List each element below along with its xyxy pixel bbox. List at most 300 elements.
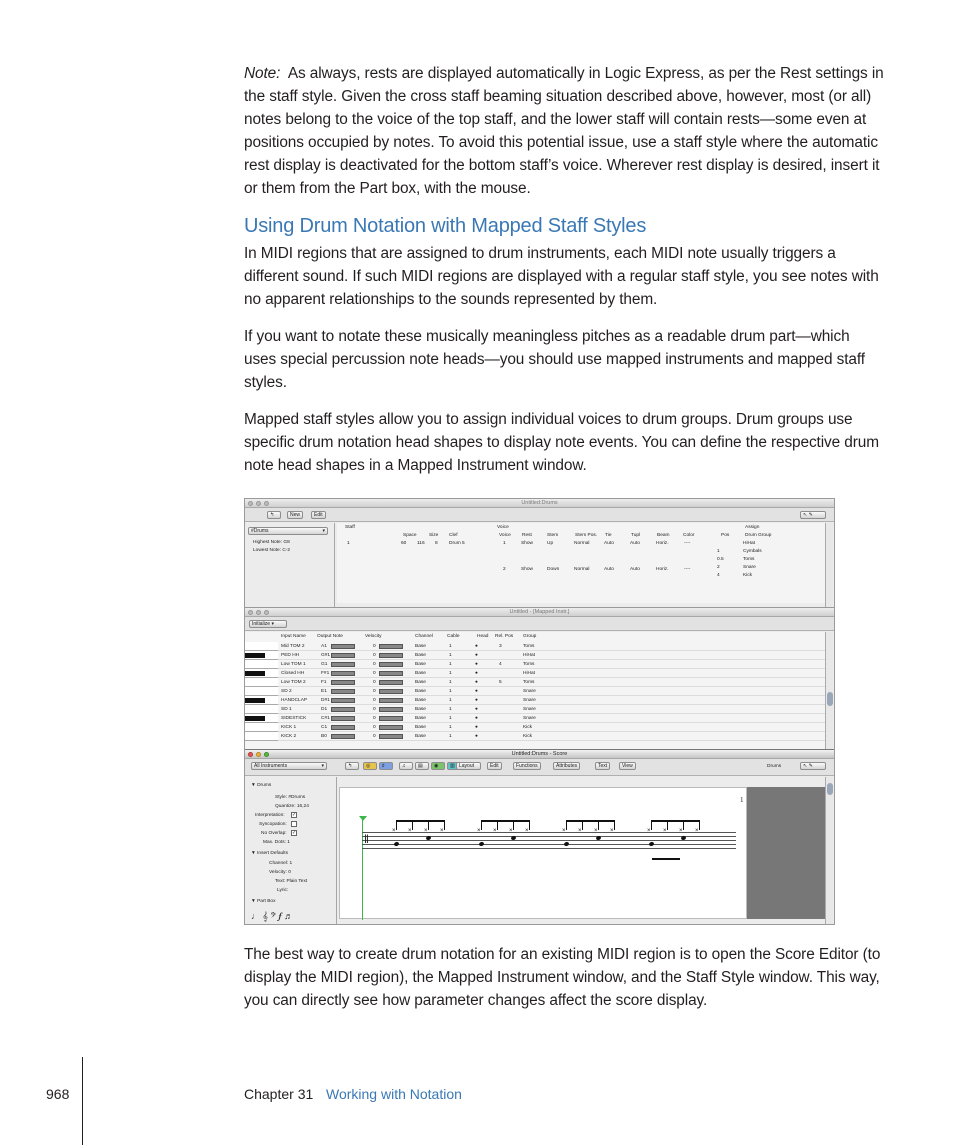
cable-value[interactable]: 1: [449, 725, 452, 730]
staff-line: [362, 840, 736, 841]
group-value[interactable]: Snare: [523, 689, 536, 694]
hihat-note-icon[interactable]: ×: [493, 828, 497, 834]
no-overlap-checkbox[interactable]: ✓: [292, 830, 297, 836]
velocity-value[interactable]: 0: [373, 698, 376, 703]
piano-key[interactable]: [245, 660, 278, 669]
snare-note-icon[interactable]: [563, 841, 569, 846]
header-stem-pos: Stem Pos.: [575, 533, 598, 538]
table-row[interactable]: [245, 660, 825, 669]
edit-menu[interactable]: Edit: [311, 511, 326, 519]
close-icon[interactable]: [248, 501, 253, 506]
hihat-note-icon[interactable]: ×: [525, 828, 529, 834]
voice-2-stem[interactable]: Down: [547, 567, 560, 572]
style-select[interactable]: [248, 527, 328, 535]
rel-pos-value[interactable]: 4: [499, 662, 502, 667]
page-number: 968: [46, 1086, 70, 1102]
view-icon[interactable]: ♫: [399, 762, 413, 770]
output-note[interactable]: E1: [321, 689, 327, 694]
score-toolbar: [245, 759, 834, 776]
initialize-menu[interactable]: Initialize ▾: [249, 620, 287, 628]
staff-row-size2[interactable]: 8: [435, 541, 438, 546]
group-value[interactable]: HiHat: [523, 671, 535, 676]
input-name[interactable]: Closed HH: [281, 671, 305, 676]
pointer-tool-icon[interactable]: ↖ ✎: [800, 511, 826, 519]
hihat-note-icon[interactable]: ×: [424, 828, 428, 834]
voice-1-num: 1: [503, 541, 506, 546]
output-note-bar[interactable]: [331, 716, 355, 721]
lowest-note: Lowest Note: C-2: [253, 548, 291, 553]
piano-key[interactable]: [245, 642, 278, 651]
header-rel-pos: Rel. Pos: [495, 634, 514, 639]
staff-section-label: Staff: [345, 525, 355, 530]
inspector-velocity[interactable]: Velocity: 0: [269, 870, 291, 875]
hihat-note-icon[interactable]: ×: [647, 828, 651, 834]
minimize-icon[interactable]: [256, 501, 261, 506]
group-value[interactable]: Toms: [523, 680, 535, 685]
velocity-bar[interactable]: [379, 707, 403, 712]
chevron-down-icon: ▾: [321, 763, 324, 769]
velocity-value[interactable]: 0: [373, 680, 376, 685]
hihat-note-icon[interactable]: ×: [578, 828, 582, 834]
output-note-bar[interactable]: [331, 662, 355, 667]
cable-value[interactable]: 1: [449, 653, 452, 658]
track-name: Drums: [767, 764, 782, 769]
input-name[interactable]: SIDESTICK: [281, 716, 307, 721]
menu-layout[interactable]: Layout: [456, 762, 481, 770]
note-label: Note:: [244, 65, 281, 82]
close-icon[interactable]: [248, 752, 253, 757]
record-icon[interactable]: ◉: [431, 762, 445, 770]
velocity-value[interactable]: 0: [373, 644, 376, 649]
assign-group-kick[interactable]: Kick: [743, 573, 753, 578]
output-note-bar[interactable]: [331, 653, 355, 658]
instrument-select[interactable]: [251, 762, 327, 770]
velocity-bar[interactable]: [379, 725, 403, 730]
piano-black-key[interactable]: [245, 653, 265, 658]
group-value[interactable]: Kick: [523, 734, 533, 739]
velocity-bar[interactable]: [379, 734, 403, 739]
inspector-quantize[interactable]: Quantize: 16,24: [275, 804, 309, 809]
header-rest: Rest: [522, 533, 532, 538]
lower-voice-beam: [652, 858, 680, 860]
assign-group-cymbals[interactable]: Cymbals: [743, 549, 762, 554]
score-scroll-thumb[interactable]: [827, 783, 833, 795]
staff-style-grid: [337, 523, 825, 603]
channel-value[interactable]: Base: [415, 653, 426, 658]
footer-chapter-title[interactable]: Working with Notation: [326, 1086, 462, 1102]
table-row[interactable]: [245, 732, 825, 741]
snare-note-icon[interactable]: [478, 841, 484, 846]
input-name[interactable]: Low TOM 2: [281, 680, 306, 685]
voice-1-tie[interactable]: Auto: [604, 541, 614, 546]
table-row[interactable]: [245, 669, 825, 678]
initialize-label: Initialize: [252, 621, 271, 627]
velocity-bar[interactable]: [379, 671, 403, 676]
header-head: Head: [477, 634, 489, 639]
syncopation-checkbox[interactable]: [291, 821, 297, 827]
group-value[interactable]: Toms: [523, 644, 535, 649]
staff-row-space[interactable]: 60: [401, 541, 407, 546]
channel-value[interactable]: Base: [415, 716, 426, 721]
inspector-channel[interactable]: Channel: 1: [269, 861, 293, 866]
mapped-toolbar: [245, 617, 834, 631]
output-note-bar[interactable]: [331, 698, 355, 703]
score-title: Untitled:Drums - Score: [511, 751, 568, 757]
hihat-note-icon[interactable]: ×: [663, 828, 667, 834]
cable-value[interactable]: 1: [449, 707, 452, 712]
table-row[interactable]: [245, 642, 825, 651]
mapped-scroll-thumb[interactable]: [827, 692, 833, 706]
head-shape-icon[interactable]: ●: [475, 707, 478, 712]
chevron-down-icon: ▾: [322, 528, 325, 534]
menu-attributes[interactable]: Attributes: [553, 762, 580, 770]
header-beam: Beam: [657, 533, 670, 538]
hihat-note-icon[interactable]: ×: [695, 828, 699, 834]
group-value[interactable]: Snare: [523, 707, 536, 712]
cable-value[interactable]: 1: [449, 716, 452, 721]
section-heading: Using Drum Notation with Mapped Staff Styles: [244, 215, 647, 237]
output-note-bar[interactable]: [331, 725, 355, 730]
cable-value[interactable]: 1: [449, 689, 452, 694]
header-output-note: Output Note: [317, 634, 343, 639]
piano-key[interactable]: [245, 687, 278, 696]
minimize-icon[interactable]: [256, 610, 261, 615]
velocity-bar[interactable]: [379, 698, 403, 703]
percussion-clef-icon: ‖: [364, 832, 369, 846]
cable-value[interactable]: 1: [449, 698, 452, 703]
playhead-triangle-icon: [359, 816, 367, 821]
inspector-no-overlap: No Overlap:: [261, 831, 287, 836]
voice-2-tupl[interactable]: Auto: [630, 567, 640, 572]
head-shape-icon[interactable]: ●: [475, 644, 478, 649]
output-note[interactable]: C#1: [321, 716, 330, 721]
note-beam: [396, 820, 445, 822]
piano-black-key[interactable]: [245, 698, 265, 703]
hihat-note-icon[interactable]: ×: [408, 828, 412, 834]
header-space: Space: [403, 533, 417, 538]
table-row[interactable]: [245, 723, 825, 732]
voice-section-label: Voice: [497, 525, 509, 530]
interpretation-checkbox[interactable]: ✓: [292, 812, 297, 818]
output-note[interactable]: B0: [321, 734, 327, 739]
output-note-bar[interactable]: [331, 689, 355, 694]
output-note[interactable]: F#1: [321, 671, 330, 676]
instrument-select-label: All Instruments: [254, 763, 288, 769]
head-shape-icon[interactable]: ●: [475, 689, 478, 694]
output-note[interactable]: C1: [321, 725, 328, 730]
header-group: Group: [523, 634, 537, 639]
voice-2-num: 2: [503, 567, 506, 572]
header-voice: Voice: [499, 533, 511, 538]
group-value[interactable]: Snare: [523, 716, 536, 721]
piano-black-key[interactable]: [245, 716, 265, 721]
inspector-interpretation: Interpretation:: [255, 813, 285, 818]
part-box-group[interactable]: ▼ Part Box: [251, 899, 276, 904]
voice-1-stem[interactable]: Up: [547, 541, 554, 546]
input-name[interactable]: Mid TOM 2: [281, 644, 305, 649]
voice-1-beam[interactable]: Horiz.: [656, 541, 669, 546]
close-icon[interactable]: [248, 610, 253, 615]
note-body: As always, rests are displayed automatically in Logic Express, as per the Rest settings in the staff style. Given the cross staff beaming situation described above, however, most (or all) notes belong to the voice of the top staff, and the lower staff will contain rests—some even at positions occupied by notes. To avoid this potential issue, use a staff style where the automatic rest display is deactivated for the bottom staff’s voice. Wherever rest display is desired, insert it or them from the Part box, with the mouse.: [244, 65, 884, 197]
input-name[interactable]: SD 2: [281, 689, 292, 694]
menu-functions[interactable]: Functions: [513, 762, 541, 770]
channel-value[interactable]: Base: [415, 707, 426, 712]
inspector-group-label: Drums: [257, 783, 272, 788]
staff-style-toolbar: [245, 508, 834, 522]
staff-row-size[interactable]: 116: [417, 541, 425, 546]
output-note-bar[interactable]: [331, 734, 355, 739]
header-cable: Cable: [447, 634, 460, 639]
menu-view[interactable]: View: [619, 762, 636, 770]
velocity-bar[interactable]: [379, 716, 403, 721]
head-shape-icon[interactable]: ●: [475, 662, 478, 667]
bar-number: 1: [740, 796, 744, 804]
cable-value[interactable]: 1: [449, 662, 452, 667]
cable-value[interactable]: 1: [449, 671, 452, 676]
hihat-note-icon[interactable]: ×: [594, 828, 598, 834]
back-icon[interactable]: ↰: [267, 511, 281, 519]
score-scrollbar[interactable]: [825, 777, 833, 924]
voice-1-rest[interactable]: Show: [521, 541, 533, 546]
footer-chapter: Chapter 31: [244, 1086, 314, 1102]
header-channel: Channel: [415, 634, 433, 639]
output-note[interactable]: D1: [321, 707, 328, 712]
velocity-value[interactable]: 0: [373, 707, 376, 712]
voice-2-beam[interactable]: Horiz.: [656, 567, 669, 572]
voice-1-stem-pos[interactable]: Normal: [574, 541, 590, 546]
score-page[interactable]: [339, 787, 747, 919]
piano-key[interactable]: [245, 678, 278, 687]
assign-pos-2[interactable]: 0.5: [717, 557, 724, 562]
staff-style-title: Untitled:Drums: [521, 500, 558, 506]
hihat-note-icon[interactable]: ×: [440, 828, 444, 834]
track-icon[interactable]: ▥: [447, 762, 461, 770]
channel-value[interactable]: Base: [415, 644, 426, 649]
inspector-text[interactable]: Text: Plain Text: [275, 879, 308, 884]
pointer-tool-icon[interactable]: ↖ ✎: [800, 762, 826, 770]
insert-defaults-label: Insert Defaults: [257, 851, 289, 856]
rel-pos-value[interactable]: 3: [499, 644, 502, 649]
inspector-group-drums[interactable]: ▼ Drums: [251, 783, 272, 788]
logic-screenshot: [244, 498, 835, 925]
input-name[interactable]: KICK 1: [281, 725, 297, 730]
zoom-icon[interactable]: [264, 610, 269, 615]
score-pasteboard: [747, 787, 825, 919]
minimize-icon[interactable]: [256, 752, 261, 757]
assign-group-snare[interactable]: Snare: [743, 565, 756, 570]
hihat-note-icon[interactable]: ×: [509, 828, 513, 834]
note-beam: [566, 820, 615, 822]
head-shape-icon[interactable]: ●: [475, 671, 478, 676]
group-value[interactable]: Snare: [523, 698, 536, 703]
input-name[interactable]: SD 1: [281, 707, 292, 712]
voice-2-rest[interactable]: Show: [521, 567, 533, 572]
score-titlebar: [245, 750, 834, 759]
link-icon[interactable]: ↰: [345, 762, 359, 770]
inspector-syncopation: Syncopation:: [259, 822, 287, 827]
table-row[interactable]: [245, 705, 825, 714]
velocity-bar[interactable]: [379, 644, 403, 649]
piano-key[interactable]: [245, 723, 278, 732]
piano-key[interactable]: [245, 705, 278, 714]
piano-black-key[interactable]: [245, 671, 265, 676]
hihat-note-icon[interactable]: ×: [610, 828, 614, 834]
header-stem: Stem: [547, 533, 559, 538]
header-tupl: Tupl: [631, 533, 641, 538]
channel-value[interactable]: Base: [415, 680, 426, 685]
body-paragraph-2: If you want to notate these musically meaningless pitches as a readable drum part—which uses special percussion note heads—you should use mapped instruments and mapped staff styles.: [244, 328, 865, 391]
cable-value[interactable]: 1: [449, 734, 452, 739]
mapped-scrollbar[interactable]: [825, 632, 833, 749]
output-note[interactable]: G1: [321, 662, 328, 667]
cable-value[interactable]: 1: [449, 644, 452, 649]
input-name[interactable]: KICK 2: [281, 734, 297, 739]
menu-text[interactable]: Text: [595, 762, 610, 770]
velocity-value[interactable]: 0: [373, 734, 376, 739]
closing-paragraph: The best way to create drum notation for an existing MIDI region is to open the Score Editor (to display the MIDI region), the Mapped Instrument window, and the Staff Style window. This way, you can directly see how parameter changes affect the score display.: [244, 946, 881, 1009]
hihat-note-icon[interactable]: ×: [679, 828, 683, 834]
velocity-value[interactable]: 0: [373, 671, 376, 676]
velocity-value[interactable]: 0: [373, 653, 376, 658]
inspector-lyric[interactable]: Lyric:: [277, 888, 289, 893]
output-note-bar[interactable]: [331, 680, 355, 685]
midi-out-icon[interactable]: ♯: [379, 762, 393, 770]
insert-defaults-group[interactable]: ▼ Insert Defaults: [251, 851, 289, 856]
inspector-style[interactable]: Style: #Drums: [275, 795, 306, 800]
mapped-titlebar: [245, 608, 834, 617]
channel-value[interactable]: Base: [415, 671, 426, 676]
style-name: #Drums: [251, 528, 269, 534]
head-shape-icon[interactable]: ●: [475, 734, 478, 739]
header-drum-group: Drum Group: [745, 533, 772, 538]
page-icon[interactable]: ▤: [415, 762, 429, 770]
table-row[interactable]: [245, 678, 825, 687]
input-name[interactable]: Low TOM 1: [281, 662, 306, 667]
zoom-icon[interactable]: [264, 501, 269, 506]
velocity-value[interactable]: 0: [373, 725, 376, 730]
header-color: Color: [683, 533, 695, 538]
part-box-palette[interactable]: ♩ 𝄞 𝄢 𝆑 ♬: [251, 911, 294, 921]
mapped-grid: [245, 632, 825, 749]
cable-value[interactable]: 1: [449, 680, 452, 685]
highest-note: Highest Note: G8: [253, 540, 290, 545]
output-note-bar[interactable]: [331, 707, 355, 712]
assign-group-hihat[interactable]: HiHat: [743, 541, 755, 546]
new-menu[interactable]: New: [287, 511, 303, 519]
staff-style-titlebar: [245, 499, 834, 508]
drum-staff: [362, 828, 736, 862]
velocity-bar[interactable]: [379, 662, 403, 667]
note-paragraph: [244, 62, 884, 200]
channel-value[interactable]: Base: [415, 734, 426, 739]
part-box-label: Part Box: [257, 899, 276, 904]
head-shape-icon[interactable]: ●: [475, 725, 478, 730]
velocity-bar[interactable]: [379, 680, 403, 685]
channel-value[interactable]: Base: [415, 689, 426, 694]
note-beam: [481, 820, 530, 822]
zoom-icon[interactable]: [264, 752, 269, 757]
velocity-value[interactable]: 0: [373, 662, 376, 667]
head-shape-icon[interactable]: ●: [475, 716, 478, 721]
velocity-bar[interactable]: [379, 689, 403, 694]
voice-2-color[interactable]: ----: [684, 567, 691, 572]
score-inspector: [245, 777, 337, 924]
output-note[interactable]: F1: [321, 680, 327, 685]
table-row[interactable]: [245, 687, 825, 696]
rel-pos-value[interactable]: 5: [499, 680, 502, 685]
header-pos: Pos: [721, 533, 730, 538]
footer-divider: [82, 1057, 83, 1145]
staff-row-clef[interactable]: Drum 5: [449, 541, 465, 546]
menu-edit[interactable]: Edit: [487, 762, 502, 770]
voice-1-tupl[interactable]: Auto: [630, 541, 640, 546]
mapped-title: Untitled - [Mapped Instr.]: [509, 609, 570, 615]
voice-2-tie[interactable]: Auto: [604, 567, 614, 572]
staff-line: [362, 844, 736, 845]
voice-2-stem-pos[interactable]: Normal: [574, 567, 590, 572]
body-paragraph-1: In MIDI regions that are assigned to drum instruments, each MIDI note usually triggers a different sound. If such MIDI regions are displayed with a regular staff style, you see notes with no apparent relationships to the sounds represented by them.: [244, 245, 879, 308]
inspector-max-dots[interactable]: Max. Dots: 1: [263, 840, 290, 845]
header-velocity: Velocity: [365, 634, 382, 639]
velocity-value[interactable]: 0: [373, 716, 376, 721]
channel-value[interactable]: Base: [415, 662, 426, 667]
staff-line: [362, 848, 736, 849]
catch-icon[interactable]: ◎: [363, 762, 377, 770]
assign-group-toms[interactable]: Toms: [743, 557, 755, 562]
output-note-bar[interactable]: [331, 671, 355, 676]
hihat-note-icon[interactable]: ×: [392, 828, 396, 834]
assign-section-label: Assign: [745, 525, 760, 530]
group-value[interactable]: Toms: [523, 662, 535, 667]
channel-value[interactable]: Base: [415, 698, 426, 703]
assign-pos-4[interactable]: 4: [717, 573, 720, 578]
staff-row-num: 1: [347, 541, 350, 546]
table-row[interactable]: [245, 696, 825, 705]
head-shape-icon[interactable]: ●: [475, 698, 478, 703]
input-name[interactable]: HANDCLAP: [281, 698, 308, 703]
output-note-bar[interactable]: [331, 644, 355, 649]
body-paragraph-3: Mapped staff styles allow you to assign individual voices to drum groups. Drum groups use specific drum notation head shapes to display note events. You can define the respective drum note head shapes in a Mapped Instrument window.: [244, 411, 879, 474]
channel-value[interactable]: Base: [415, 725, 426, 730]
table-row[interactable]: [245, 651, 825, 660]
table-row[interactable]: [245, 714, 825, 723]
hihat-note-icon[interactable]: ×: [477, 828, 481, 834]
output-note[interactable]: D#1: [321, 698, 330, 703]
header-tie: Tie: [605, 533, 612, 538]
assign-pos-1[interactable]: 1: [717, 549, 720, 554]
piano-key[interactable]: [245, 732, 278, 741]
group-value[interactable]: HiHat: [523, 653, 535, 658]
group-value[interactable]: Kick: [523, 725, 533, 730]
head-shape-icon[interactable]: ●: [475, 653, 478, 658]
velocity-bar[interactable]: [379, 653, 403, 658]
header-size: Size: [429, 533, 439, 538]
staff-style-scrollbar[interactable]: [825, 523, 833, 609]
hihat-note-icon[interactable]: ×: [562, 828, 566, 834]
output-note[interactable]: A1: [321, 644, 327, 649]
note-beam: [651, 820, 700, 822]
score-window: [245, 749, 834, 924]
output-note[interactable]: G#1: [321, 653, 331, 658]
header-clef: Clef: [449, 533, 458, 538]
voice-1-color[interactable]: ----: [684, 541, 691, 546]
velocity-value[interactable]: 0: [373, 689, 376, 694]
assign-pos-3[interactable]: 2: [717, 565, 720, 570]
snare-note-icon[interactable]: [648, 841, 654, 846]
input-name[interactable]: PED HH: [281, 653, 300, 658]
head-shape-icon[interactable]: ●: [475, 680, 478, 685]
snare-note-icon[interactable]: [393, 841, 399, 846]
